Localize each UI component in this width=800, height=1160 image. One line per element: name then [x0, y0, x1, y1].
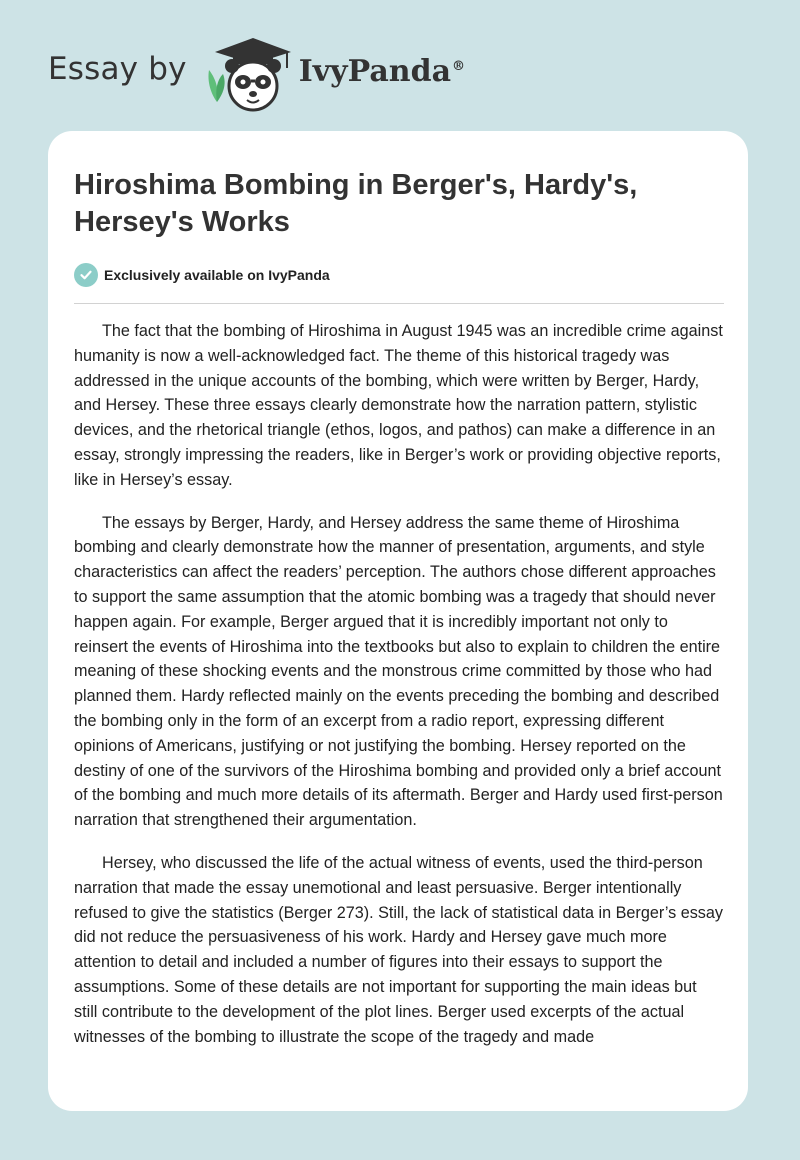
essay-by-label: Essay by	[48, 51, 187, 87]
exclusive-badge	[74, 263, 330, 287]
title-divider	[74, 303, 724, 304]
paragraph: The fact that the bombing of Hiroshima in August 1945 was an incredible crime against humanity is now a well-acknowledged fact. The theme of this historical tragedy was addressed in the unique accounts of the bombing, which were written by Berger, Hardy, and Hersey. These three essays clearly demonstrate how the narration pattern, stylistic devices, and the rhetorical triangle (ethos, logos, and pathos) can make a difference in an essay, strongly impressing the readers, like in Berger’s work or providing objective reports, like in Hersey’s essay.	[74, 322, 723, 489]
exclusive-label: Exclusively available on IvyPanda	[104, 267, 330, 283]
essay-body	[74, 319, 724, 1067]
paragraph: The essays by Berger, Hardy, and Hersey address the same theme of Hiroshima bombing and clearly demonstrate how the manner of presentation, arguments, and style characteristics can affect the readers’ perception. The authors chose different approaches to support the same assumption that the atomic bombing was a tragedy that should never happen again. For example, Berger argued that it is incredibly important not only to reinsert the events of Hiroshima into the textbooks but also to explain to children the entire meaning of these shocking events and the monstrous crime committed by those who had planned them. Hardy reflected mainly on the events preceding the bombing and described the bombing only in the form of an excerpt from a radio report, expressing different opinions of Americans, justifying or not justifying the bombing. Hersey reported on the destiny of one of the survivors of the Hiroshima bombing and provided only a brief account of the bombing and much more details of its aftermath. Berger and Hardy used first-person narration that strengthened their argumentation.	[74, 513, 723, 830]
brand-name: IvyPanda®	[298, 53, 466, 89]
registered-mark: ®	[452, 58, 466, 74]
check-icon	[74, 263, 98, 287]
essay-title: Hiroshima Bombing in Berger's, Hardy's, Hersey's Works	[74, 169, 638, 238]
site-logo[interactable]	[48, 34, 465, 114]
paragraph: Hersey, who discussed the life of the actual witness of events, used the third-person narration that made the essay unemotional and least persuasive. Berger intentionally refused to give the statistics (Berger 273). Still, the lack of statistical data in Berger’s essay did not reduce the persuasiveness of his work. Hardy and Hersey gave much more attention to detail and included a number of figures into their essays to support the assumptions. Some of these details are not important for supporting the main ideas but still contribute to the development of the plot lines. Berger used excerpts of the actual witnesses of the bombing to illustrate the scope of the tragedy and made	[74, 853, 724, 1046]
panda-graduate-icon	[201, 34, 297, 114]
essay-card	[48, 131, 748, 1111]
